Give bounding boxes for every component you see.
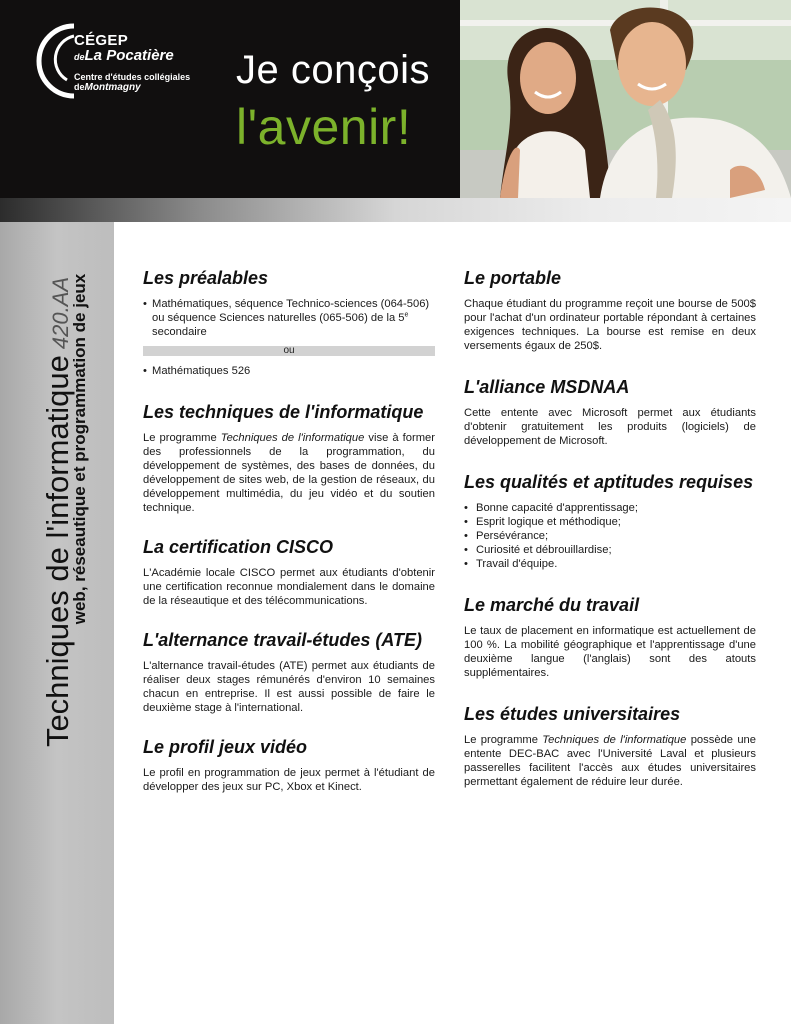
logo-de: de bbox=[74, 52, 85, 62]
text-part: Le programme bbox=[143, 432, 221, 444]
logo-montmagny: Montmagny bbox=[84, 82, 141, 94]
section-title: Le profil jeux vidéo bbox=[143, 737, 308, 757]
text-part: vise à former des professionnels de la programmation, du développement de systèmes, des bases de données, du développement de sites web, de la gestion de réseaux, du développement multimédia, du jeu vidéo et du soutien technique. bbox=[143, 432, 435, 514]
section-title: L'alternance travail-études (ATE) bbox=[143, 630, 423, 650]
section-msdnaa bbox=[464, 376, 756, 448]
section-text: Le taux de placement en informatique est actuellement de 100 %. La mobilité géographique et l'apprentissage d'une deuxième langue (l'anglais) sont des atouts supplémentaires. bbox=[464, 625, 756, 679]
program-name-italic: Techniques de l'informatique bbox=[220, 432, 365, 444]
section-university bbox=[464, 703, 756, 789]
section-techniques bbox=[143, 401, 435, 515]
section-text: Cette entente avec Microsoft permet aux étudiants d'obtenir gratuitement les produits (logiciels) de développement de Microsoft. bbox=[464, 407, 756, 447]
section-text: L'alternance travail-études (ATE) permet aux étudiants de réaliser deux stages rémunérés d'environ 10 semaines chacun en entreprise. Il est aussi possible de faire le deuxième stage à l'international. bbox=[143, 660, 435, 714]
left-column bbox=[143, 267, 435, 794]
list-item: • Esprit logique et méthodique; bbox=[464, 515, 756, 529]
section-text: Le profil en programmation de jeux permet à l'étudiant de développer des jeux sur PC, Xbox et Kinect. bbox=[143, 767, 435, 793]
section-text bbox=[143, 431, 435, 515]
right-column bbox=[464, 267, 756, 789]
section-laptop bbox=[464, 267, 756, 353]
section-title: Le portable bbox=[464, 268, 562, 288]
program-code: 420.AA bbox=[48, 276, 73, 350]
logo-la-pocatiere: La Pocatière bbox=[84, 47, 174, 64]
list-item: • Bonne capacité d'apprentissage; bbox=[464, 501, 756, 515]
superscript: e bbox=[404, 311, 409, 319]
list-item: • Mathématiques 526 bbox=[143, 364, 435, 378]
section-qualities bbox=[464, 471, 756, 571]
list-item bbox=[143, 297, 435, 339]
program-title-text: Techniques de l'informatique bbox=[40, 355, 75, 748]
section-text: L'Académie locale CISCO permet aux étudiants d'obtenir une certification reconnue mondialement dans le domaine de la réseautique et des télécommunications. bbox=[143, 567, 435, 607]
section-title: Les techniques de l'informatique bbox=[143, 402, 424, 422]
logo-centre: Centre d'études collégiales bbox=[74, 72, 191, 82]
logo-de-small: de bbox=[74, 82, 85, 93]
students-photo bbox=[460, 0, 791, 198]
program-subtitle: web, réseautique et programmation de jeux bbox=[70, 273, 89, 625]
section-title: Le marché du travail bbox=[464, 595, 640, 615]
section-title: Les préalables bbox=[143, 268, 269, 288]
college-logo bbox=[74, 33, 174, 64]
list-item: • Curiosité et débrouillardise; bbox=[464, 543, 756, 557]
section-title: L'alliance MSDNAA bbox=[464, 377, 630, 397]
logo-subtitle bbox=[74, 72, 190, 94]
section-prerequisites bbox=[143, 267, 435, 378]
section-text bbox=[464, 733, 756, 789]
students-illustration bbox=[460, 0, 791, 198]
text-part: Le programme bbox=[464, 734, 543, 746]
section-title: La certification CISCO bbox=[143, 537, 334, 557]
section-title: Les études universitaires bbox=[464, 704, 681, 724]
slogan-line-1: Je conçois bbox=[236, 48, 430, 92]
text-part: possède une entente DEC-BAC avec l'Université Laval et plusieurs passerelles facilitent l'accès aux études universitaires permettant également de réduire leur durée. bbox=[464, 734, 756, 788]
section-cisco bbox=[143, 536, 435, 608]
list-item: • Travail d'équipe. bbox=[464, 557, 756, 571]
logo-cegep: CÉGEP bbox=[74, 32, 129, 49]
section-title: Les qualités et aptitudes requises bbox=[464, 472, 754, 492]
slogan-line-2: l'avenir! bbox=[236, 99, 412, 155]
program-name-italic: Techniques de l'informatique bbox=[542, 734, 687, 746]
section-text: Chaque étudiant du programme reçoit une bourse de 500$ pour l'achat d'un ordinateur portable répondant à certaines exigences techniques. La bourse est remise en deux versements égaux de 250$. bbox=[464, 298, 756, 352]
section-market bbox=[464, 594, 756, 680]
header-gradient-band bbox=[0, 198, 791, 222]
or-separator: ou bbox=[143, 346, 435, 356]
prerequisite-list-2 bbox=[143, 364, 435, 378]
prerequisite-text: Mathématiques, séquence Technico-sciences (064-506) ou séquence Sciences naturelles (065-506) de la 5 bbox=[152, 298, 430, 324]
section-ate bbox=[143, 629, 435, 715]
section-games bbox=[143, 736, 435, 794]
prerequisite-text-end: secondaire bbox=[152, 326, 207, 338]
prerequisite-list bbox=[143, 297, 435, 339]
list-item: • Persévérance; bbox=[464, 529, 756, 543]
qualities-list bbox=[464, 501, 756, 571]
